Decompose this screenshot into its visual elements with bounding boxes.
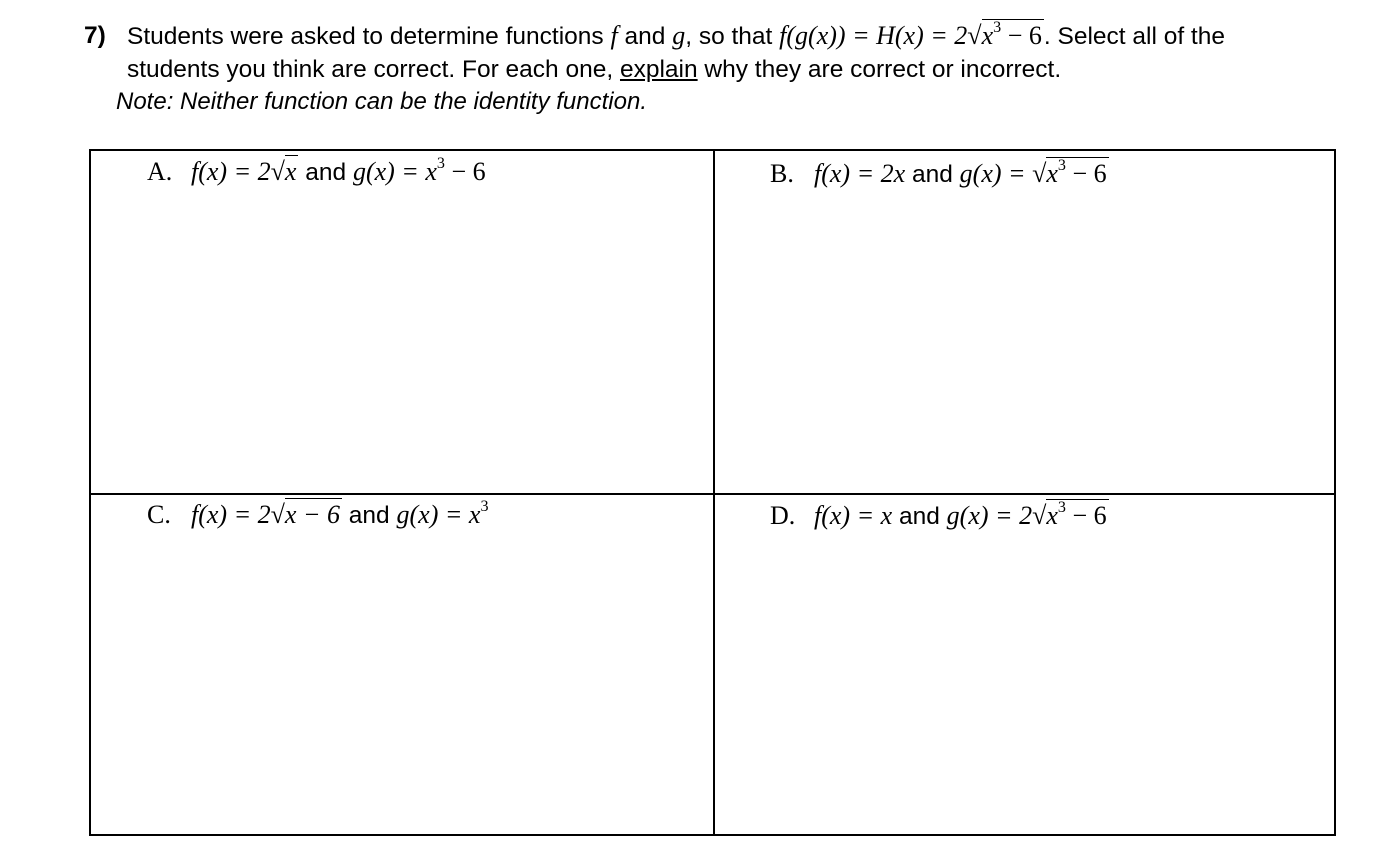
option-letter: D. xyxy=(770,501,796,530)
question-text: and xyxy=(617,23,673,50)
variable-g: g xyxy=(672,21,686,50)
exponent: 3 xyxy=(1057,156,1066,174)
radical-sign-icon: √ xyxy=(1032,501,1047,530)
radicand-variable: x xyxy=(1046,159,1058,188)
radicand-variable: x xyxy=(981,21,994,50)
composition-expression: f(g(x)) = H(x) = 2 xyxy=(779,21,968,50)
radical-sign-icon: √ xyxy=(967,21,982,50)
question-text: students you think are correct. For each one, xyxy=(127,56,620,83)
question-line-1 xyxy=(127,18,1225,54)
radicand-tail: − 6 xyxy=(1001,21,1042,50)
option-letter: B. xyxy=(770,159,794,188)
variable-f: f xyxy=(610,21,618,50)
f-radical xyxy=(271,498,342,529)
option-letter: C. xyxy=(147,500,171,529)
radical-sign-icon: √ xyxy=(1032,159,1047,188)
radicand-variable: x xyxy=(1046,501,1058,530)
g-expression: g(x) = xyxy=(959,159,1033,188)
radical-sign-icon: √ xyxy=(270,157,285,186)
option-a-cell xyxy=(147,155,486,190)
f-expression: f(x) = 2x xyxy=(814,159,906,188)
radicand-tail: − 6 xyxy=(1065,501,1107,530)
f-radical xyxy=(271,155,299,186)
and-text: and xyxy=(905,161,960,188)
question-line-2 xyxy=(127,52,1061,87)
question-text: why they are correct or incorrect. xyxy=(697,56,1062,83)
g-expression: g(x) = x xyxy=(352,157,437,186)
expression-tail: − 6 xyxy=(444,157,486,186)
question-note: Note: Neither function can be the identity function. xyxy=(116,88,647,115)
g-expression: g(x) = x xyxy=(396,500,481,529)
g-radical xyxy=(1032,157,1109,188)
exponent: 3 xyxy=(436,154,445,172)
exponent: 3 xyxy=(480,497,489,515)
g-expression: g(x) = 2 xyxy=(946,501,1033,530)
explain-underlined: explain xyxy=(619,56,698,83)
grid-horizontal-divider xyxy=(91,493,1334,495)
and-text: and xyxy=(298,159,353,186)
exponent: 3 xyxy=(1057,498,1066,516)
question-text: . Select all of the xyxy=(1043,23,1225,50)
radicand: x − 6 xyxy=(284,500,340,529)
and-text: and xyxy=(892,503,947,530)
composition-radical xyxy=(967,19,1044,50)
question-text: , so that xyxy=(685,23,780,50)
and-text: and xyxy=(342,502,397,529)
f-expression: f(x) = 2 xyxy=(191,500,271,529)
answer-grid xyxy=(89,149,1336,836)
exponent: 3 xyxy=(993,18,1002,36)
option-d-cell xyxy=(770,499,1109,534)
radical-sign-icon: √ xyxy=(270,500,285,529)
option-letter: A. xyxy=(147,157,173,186)
radicand: x xyxy=(284,157,297,186)
f-expression: f(x) = 2 xyxy=(191,157,271,186)
radicand-tail: − 6 xyxy=(1065,159,1107,188)
option-b-cell xyxy=(770,157,1109,192)
question-number: 7) xyxy=(84,22,106,49)
option-c-cell xyxy=(147,498,489,533)
f-expression: f(x) = x xyxy=(814,501,893,530)
g-radical xyxy=(1032,499,1109,530)
question-text: Students were asked to determine functions xyxy=(127,23,611,50)
